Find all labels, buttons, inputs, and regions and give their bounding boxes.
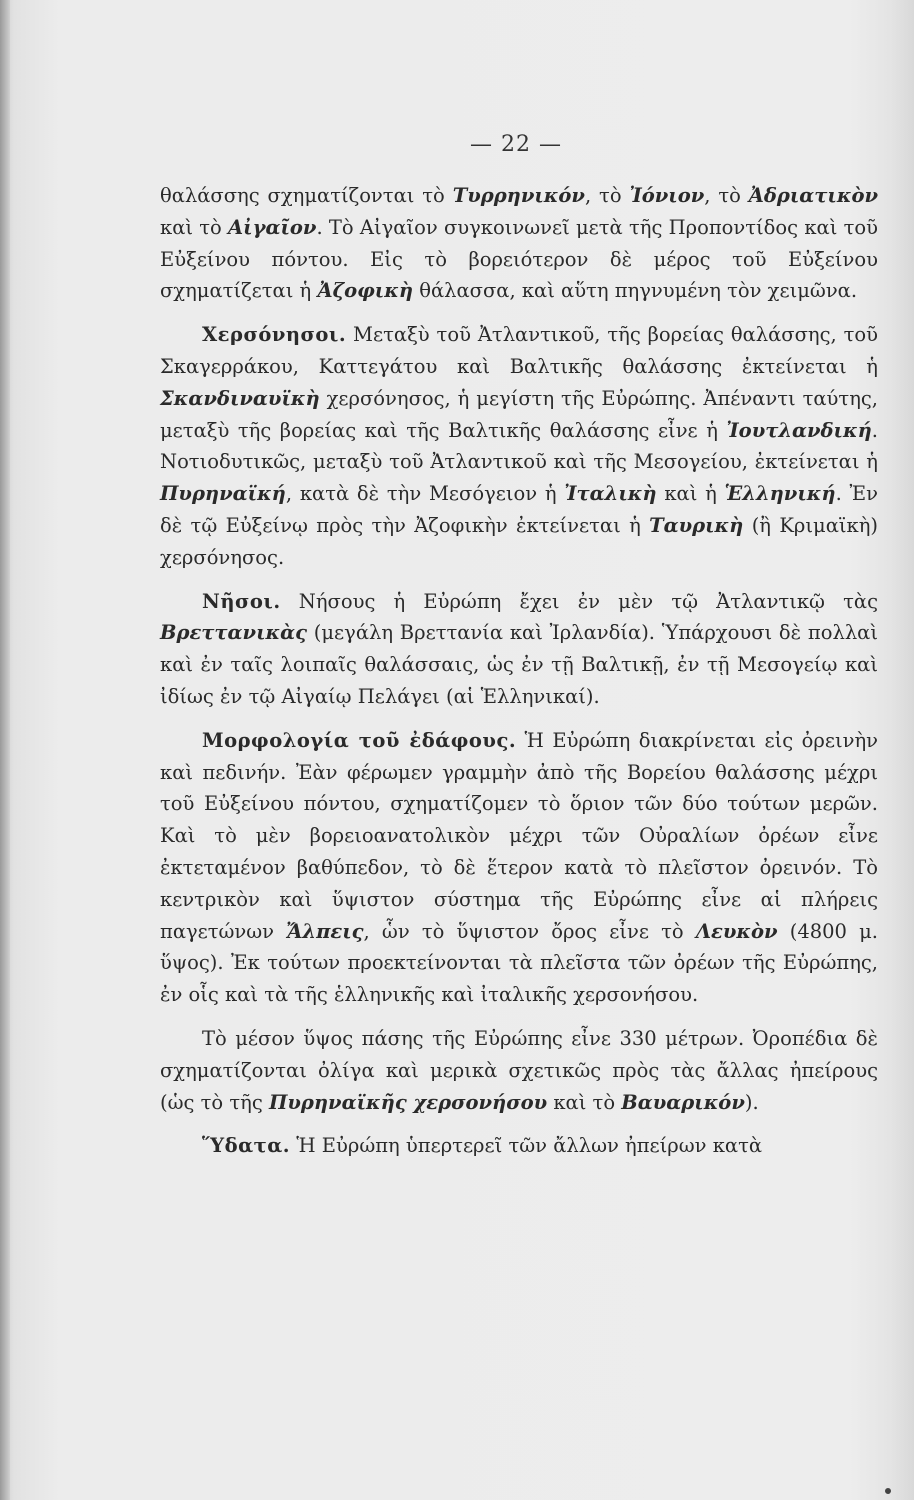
section-heading: Ὕδατα.: [202, 1134, 291, 1158]
paragraph-islands: [160, 586, 878, 713]
section-heading: Χερσόνησοι.: [202, 323, 347, 347]
place-name: Βρεττανικὰς: [160, 621, 308, 645]
text-run: καὶ τὸ: [547, 1090, 622, 1114]
place-name: Λευκὸν: [695, 919, 778, 943]
text-run: . Ἐν δὲ τῷ Εὐξείνῳ πρὸς τὴν Ἀζοφικὴν ἐκτείνεται ἡ: [160, 482, 879, 537]
place-name: Βαυαρικόν: [621, 1090, 745, 1114]
text-run: . Νοτιοδυτικῶς, μεταξὺ τοῦ Ἀτλαντικοῦ καὶ τῆς Μεσογείου, ἐκτείνεται ἡ: [160, 418, 878, 474]
paragraph-morphology: [160, 725, 878, 1011]
text-run: καὶ ἡ: [656, 482, 725, 506]
text-run: Ἡ Εὐρώπη ὑπερτερεῖ τῶν ἄλλων ἠπείρων κατὰ: [290, 1134, 763, 1158]
place-name: Πυρηναϊκή: [160, 482, 286, 506]
text-run: , τὸ: [704, 184, 749, 207]
place-name: Τυρρηνικόν: [452, 184, 585, 207]
place-name: Πυρηναϊκῆς χερσονήσου: [268, 1090, 548, 1114]
text-run: θάλασσα, καὶ αὕτη πηγνυμένη τὸν χειμῶνα.: [413, 279, 858, 303]
text-run: Ἡ Εὐρώπη διακρίνεται εἰς ὀρεινὴν καὶ πεδινήν. Ἐὰν φέρωμεν γραμμὴν ἀπὸ τῆς Βορείου θαλάσσης μέχρι τοῦ Εὐξείνου πόντου, σχηματίζομεν τὸ ὅριον τῶν δύο τούτων μερῶν. Καὶ τὸ μὲν βορειοανατολικὸν μέχρι τῶν Οὐραλίων ὀρέων εἶνε ἐκτεταμένον βαθύπεδον, τὸ δὲ ἕτερον κατὰ τὸ πλεῖστον ὀρεινόν. Τὸ κεντρικὸν καὶ ὕψιστον σύστημα τῆς Εὐρώπης εἶνε αἱ πλήρεις παγετώνων: [160, 728, 879, 943]
place-name: Ἰταλικὴ: [564, 482, 657, 506]
ink-speck: [885, 1488, 891, 1494]
page-number: — 22 —: [470, 132, 562, 157]
text-run: (μεγάλη Βρεττανία καὶ Ἰρλανδία). Ὑπάρχουσι δὲ πολλαὶ καὶ ἐν ταῖς λοιπαῖς θαλάσσαις, ὡς ἐν τῇ Βαλτικῇ, ἐν τῇ Μεσογείῳ καὶ ἰδίως ἐν τῷ Αἰγαίῳ Πελάγει (αἱ Ἑλληνικαί).: [160, 621, 878, 708]
text-run: . Τὸ Αἰγαῖον συγκοινωνεῖ μετὰ τῆς Προποντίδος καὶ τοῦ Εὐξείνου πόντου. Εἰς τὸ βορειότερον δὲ μέρος τοῦ Εὐξείνου σχηματίζεται ἡ: [160, 215, 878, 303]
place-name: Ἀζοφικὴ: [317, 279, 414, 303]
text-run: θαλάσσης σχηματίζονται τὸ: [160, 184, 453, 207]
text-run: , ὧν τὸ ὕψιστον ὄρος εἶνε τὸ: [363, 919, 696, 943]
text-run: , κατὰ δὲ τὴν Μεσόγειον ἡ: [285, 482, 565, 506]
paragraph-seas: [160, 180, 878, 307]
text-run: Νήσους ἡ Εὐρώπη ἔχει ἐν μὲν τῷ Ἀτλαντικῷ τὰς: [280, 589, 878, 613]
place-name: Ἀδριατικὸν: [748, 184, 879, 207]
place-name: Ἑλληνική: [724, 482, 836, 506]
section-heading: Νῆσοι.: [202, 589, 281, 613]
place-name: Ἰουτλανδική: [726, 418, 872, 442]
place-name: Ἰόνιον: [629, 184, 705, 207]
place-name: Σκανδιναυϊκὴ: [160, 386, 320, 410]
paragraph-waters: [160, 1130, 878, 1162]
text-run: (4800 μ. ὕψος). Ἐκ τούτων προεκτείνονται τὰ πλεῖστα τῶν ὀρέων τῆς Εὐρώπης, ἐν οἷς καὶ τὰ τῆς ἑλληνικῆς καὶ ἰταλικῆς χερσονήσου.: [160, 919, 878, 1007]
text-run: καὶ τὸ: [160, 215, 229, 239]
body-text: [160, 180, 878, 1162]
place-name: Ἄλπεις: [286, 919, 364, 943]
page-edge-shadow: [0, 0, 10, 1500]
text-run: Τὸ μέσον ὕψος πάσης τῆς Εὐρώπης εἶνε 330 μέτρων. Ὀροπέδια δὲ σχηματίζονται ὀλίγα καὶ μερικὰ σχετικῶς πρὸς τὰς ἄλλας ἠπείρους (ὡς τὸ τῆς: [160, 1026, 878, 1114]
section-heading: Μορφολογία τοῦ ἐδάφους.: [202, 728, 517, 752]
paragraph-height: [160, 1023, 878, 1118]
text-run: (ἢ Κριμαϊκὴ) χερσόνησος.: [160, 513, 878, 569]
text-run: Μεταξὺ τοῦ Ἀτλαντικοῦ, τῆς βορείας θαλάσσης, τοῦ Σκαγερράκου, Καττεγάτου καὶ Βαλτικῆς θαλάσσης ἐκτείνεται ἡ: [160, 323, 878, 378]
text-run: ).: [744, 1090, 759, 1114]
text-run: χερσόνησος, ἡ μεγίστη τῆς Εὐρώπης. Ἀπέναντι ταύτης, μεταξὺ τῆς βορείας καὶ τῆς Βαλτικῆς θαλάσσης εἶνε ἡ: [160, 386, 878, 442]
place-name: Ταυρικὴ: [649, 513, 744, 537]
place-name: Αἰγαῖον: [228, 215, 317, 239]
paragraph-peninsulas: [160, 319, 878, 573]
text-run: , τὸ: [584, 184, 630, 207]
